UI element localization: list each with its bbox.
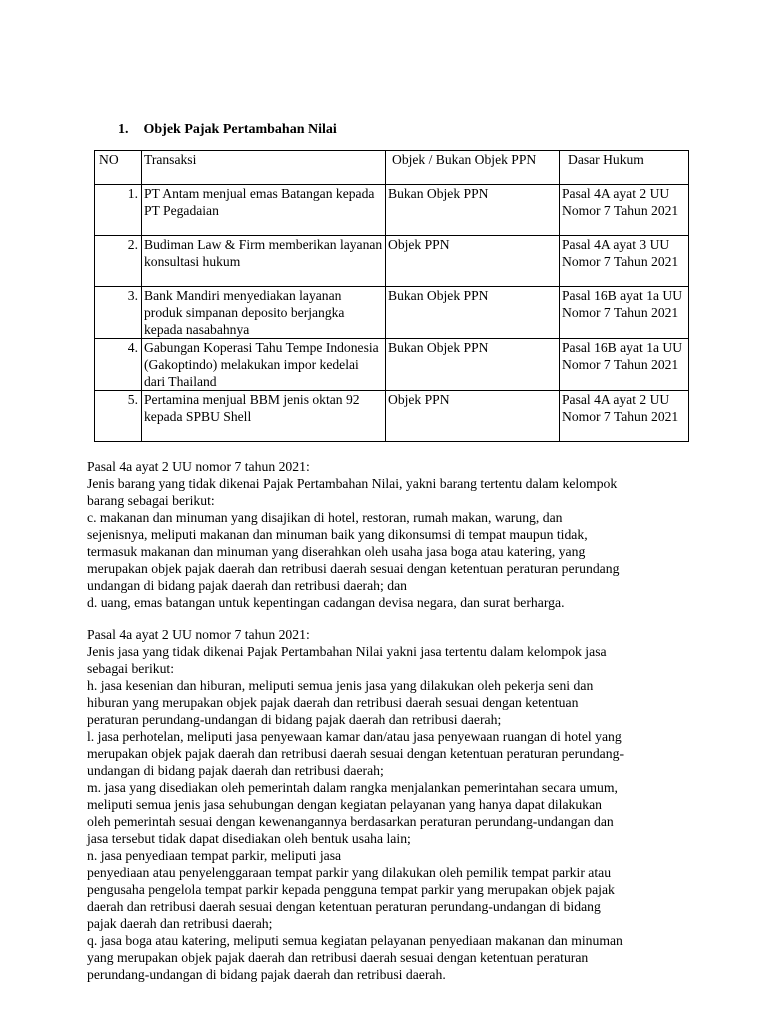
row-transaksi: Bank Mandiri menyediakan layanan produk simpanan deposito berjangka kepada nasabahnya: [142, 287, 386, 339]
text-line: barang sebagai berikut:: [87, 493, 215, 508]
text-line: peraturan perundang-undangan di bidang pajak daerah dan retribusi daerah;: [87, 712, 502, 727]
table-row: [95, 185, 689, 236]
text-line: c. makanan dan minuman yang disajikan di hotel, restoran, rumah makan, warung, dan: [87, 510, 563, 525]
row-dasar: Pasal 4A ayat 2 UU Nomor 7 Tahun 2021: [560, 185, 689, 236]
header-dasar-hukum: Dasar Hukum: [560, 151, 689, 185]
text-line: termasuk makanan dan minuman yang diserahkan oleh usaha jasa boga atau katering, yang: [87, 544, 586, 559]
row-objek: Bukan Objek PPN: [386, 185, 560, 236]
row-dasar: Pasal 16B ayat 1a UU Nomor 7 Tahun 2021: [560, 339, 689, 391]
text-line: sebagai berikut:: [87, 661, 175, 676]
table-row: [95, 339, 689, 391]
text-line: Pasal 4a ayat 2 UU nomor 7 tahun 2021:: [87, 459, 310, 474]
text-line: d. uang, emas batangan untuk kepentingan cadangan devisa negara, dan surat berharga.: [87, 595, 565, 610]
text-line: jasa tersebut tidak dapat disediakan oleh bentuk usaha lain;: [87, 831, 411, 846]
text-line: l. jasa perhotelan, meliputi jasa penyewaan kamar dan/atau jasa penyewaan ruangan di hotel yang: [87, 729, 622, 744]
text-line: pengusaha pengelola tempat parkir kepada pengguna tempat parkir yang merupakan objek pajak: [87, 882, 615, 897]
row-objek: Objek PPN: [386, 391, 560, 442]
heading-title: Objek Pajak Pertambahan Nilai: [143, 122, 337, 137]
text-line: merupakan objek pajak daerah dan retribusi daerah sesuai dengan ketentuan peraturan perundang-: [87, 746, 625, 761]
pasal-jasa-section: [87, 626, 697, 983]
text-line: daerah dan retribusi daerah sesuai dengan ketentuan peraturan perundang-undangan di bidang: [87, 899, 601, 914]
row-no: 3.: [95, 287, 142, 339]
section-heading: [118, 122, 337, 138]
header-transaksi: Transaksi: [142, 151, 386, 185]
text-line: hiburan yang merupakan objek pajak daerah dan retribusi daerah sesuai dengan ketentuan: [87, 695, 579, 710]
table-row: [95, 287, 689, 339]
text-line: n. jasa penyediaan tempat parkir, meliputi jasa: [87, 848, 342, 863]
row-objek: Bukan Objek PPN: [386, 287, 560, 339]
row-objek: Bukan Objek PPN: [386, 339, 560, 391]
text-line: Jenis barang yang tidak dikenai Pajak Pertambahan Nilai, yakni barang tertentu dalam kelompok: [87, 476, 618, 491]
text-line: h. jasa kesenian dan hiburan, meliputi semua jenis jasa yang dilakukan oleh pekerja seni dan: [87, 678, 594, 693]
text-line: merupakan objek pajak daerah dan retribusi daerah sesuai dengan ketentuan peraturan perundang: [87, 561, 620, 576]
row-dasar: Pasal 4A ayat 2 UU Nomor 7 Tahun 2021: [560, 391, 689, 442]
row-no: 2.: [95, 236, 142, 287]
text-line: Jenis jasa yang tidak dikenai Pajak Pertambahan Nilai yakni jasa tertentu dalam kelompok jasa: [87, 644, 607, 659]
text-line: Pasal 4a ayat 2 UU nomor 7 tahun 2021:: [87, 627, 310, 642]
text-line: m. jasa yang disediakan oleh pemerintah dalam rangka menjalankan pemerintahan secara umum,: [87, 780, 618, 795]
row-no: 4.: [95, 339, 142, 391]
text-line: sejenisnya, meliputi makanan dan minuman baik yang dikonsumsi di tempat maupun tidak,: [87, 527, 588, 542]
text-line: yang merupakan objek pajak daerah dan retribusi daerah sesuai dengan ketentuan peraturan: [87, 950, 589, 965]
row-no: 1.: [95, 185, 142, 236]
row-no: 5.: [95, 391, 142, 442]
table-row: [95, 391, 689, 442]
table-row: [95, 236, 689, 287]
pasal-barang-section: [87, 458, 697, 611]
header-objek: Objek / Bukan Objek PPN: [386, 151, 560, 185]
text-line: meliputi semua jenis jasa sehubungan dengan kegiatan pelayanan yang hanya dapat dilakukan: [87, 797, 603, 812]
row-objek: Objek PPN: [386, 236, 560, 287]
row-dasar: Pasal 16B ayat 1a UU Nomor 7 Tahun 2021: [560, 287, 689, 339]
header-no: NO: [95, 151, 142, 185]
text-line: pajak daerah dan retribusi daerah;: [87, 916, 273, 931]
row-transaksi: Pertamina menjual BBM jenis oktan 92 kepada SPBU Shell: [142, 391, 386, 442]
heading-number: 1.: [118, 122, 129, 137]
row-transaksi: PT Antam menjual emas Batangan kepada PT Pegadaian: [142, 185, 386, 236]
row-transaksi: Budiman Law & Firm memberikan layanan konsultasi hukum: [142, 236, 386, 287]
text-line: oleh pemerintah sesuai dengan kewenangannya berdasarkan peraturan perundang-undangan dan: [87, 814, 614, 829]
ppn-object-table: [94, 150, 689, 442]
text-line: q. jasa boga atau katering, meliputi semua kegiatan pelayanan penyediaan makanan dan minuman: [87, 933, 623, 948]
text-line: perundang-undangan di bidang pajak daerah dan retribusi daerah.: [87, 967, 446, 982]
text-line: penyediaan atau penyelenggaraan tempat parkir yang dilakukan oleh pemilik tempat parkir atau: [87, 865, 612, 880]
text-line: undangan di bidang pajak daerah dan retribusi daerah; dan: [87, 578, 408, 593]
text-line: undangan di bidang pajak daerah dan retribusi daerah;: [87, 763, 384, 778]
table-header-row: [95, 151, 689, 185]
row-dasar: Pasal 4A ayat 3 UU Nomor 7 Tahun 2021: [560, 236, 689, 287]
row-transaksi: Gabungan Koperasi Tahu Tempe Indonesia (Gakoptindo) melakukan impor kedelai dari Thailand: [142, 339, 386, 391]
